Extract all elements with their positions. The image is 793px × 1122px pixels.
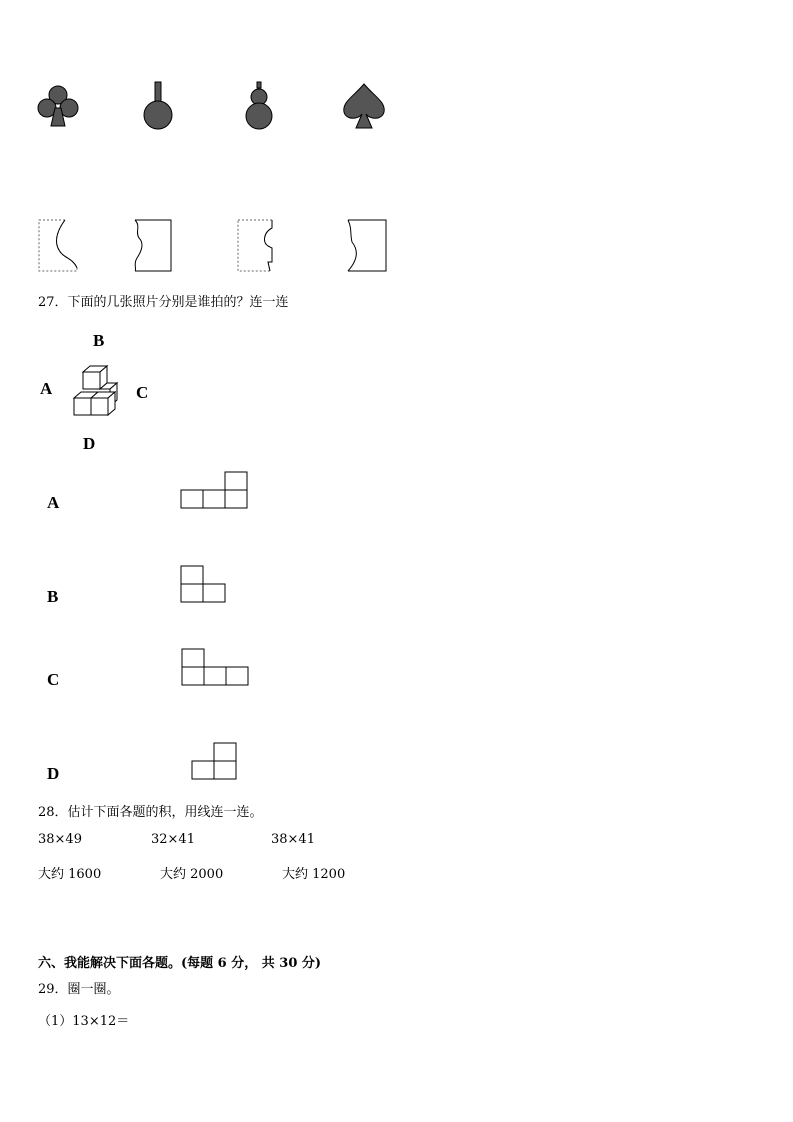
cutout-card-1 [37, 218, 79, 273]
option-c: C [47, 670, 60, 689]
cube-stack-figure [70, 364, 122, 419]
estimate-1: 大约 1600 [38, 867, 102, 882]
gourd-icon [242, 82, 276, 130]
view-a-shape [180, 471, 250, 511]
expression-1: 38×49 [38, 832, 82, 847]
estimate-3: 大约 1200 [282, 867, 346, 882]
option-b: B [47, 587, 59, 606]
expression-2: 32×41 [151, 832, 195, 847]
option-d: D [47, 764, 60, 783]
option-a: A [47, 493, 60, 512]
label-c: C [136, 383, 149, 402]
cutout-card-4 [344, 218, 390, 273]
q27-title: 27．下面的几张照片分别是谁拍的？连一连 [38, 295, 289, 310]
view-c-shape [181, 648, 251, 688]
view-d-shape [191, 742, 241, 782]
view-b-shape [180, 565, 230, 605]
label-b: B [93, 331, 105, 350]
q29-title: 29．圈一圈。 [38, 982, 120, 997]
estimate-2: 大约 2000 [160, 867, 224, 882]
lollipop-icon [140, 82, 176, 130]
q29-part1: （1）13×12＝ [38, 1014, 130, 1029]
expression-3: 38×41 [271, 832, 315, 847]
label-a: A [40, 379, 53, 398]
label-d: D [83, 434, 96, 453]
spade-icon [340, 82, 388, 130]
cutout-card-2 [131, 218, 173, 273]
section-6-heading: 六、我能解决下面各题。(每题 6 分， 共 30 分) [38, 956, 322, 971]
club-icon [36, 82, 80, 128]
cutout-card-3 [236, 218, 278, 273]
q28-title: 28．估计下面各题的积，用线连一连。 [38, 805, 263, 820]
